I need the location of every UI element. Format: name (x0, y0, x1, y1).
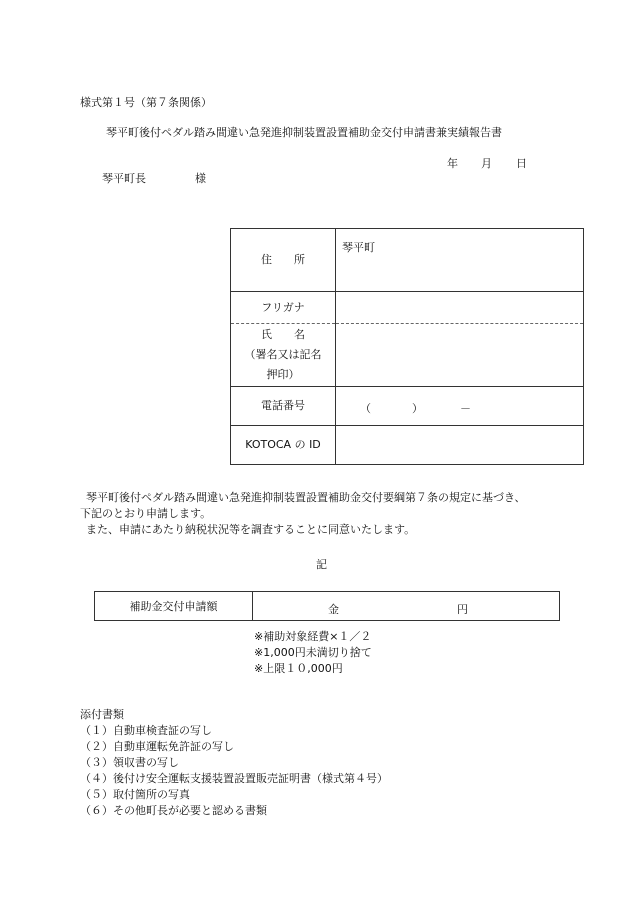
name-label-line1: 氏 名 (261, 328, 305, 341)
amount-yen: 円 (457, 603, 468, 616)
attachments-heading: 添付書類 (80, 708, 124, 721)
amount-label: 補助金交付申請額 (95, 592, 253, 621)
date-year: 年 (447, 157, 458, 170)
attachment-item: （５）取付箇所の写真 (80, 788, 190, 801)
body-line1: 琴平町後付ペダル踏み間違い急発進抑制装置設置補助金交付要綱第７条の規定に基づき、 (86, 491, 526, 504)
addressee-honorific: 様 (195, 172, 206, 185)
addressee-name: 琴平町長 (102, 172, 146, 185)
attachment-item: （２）自動車運転免許証の写し (80, 740, 234, 753)
date-day: 日 (516, 157, 527, 170)
address-label: 住 所 (231, 229, 336, 292)
note-3: ※上限１０,000円 (254, 662, 343, 675)
phone-paren-open: （ (360, 402, 371, 415)
date-month: 月 (481, 157, 492, 170)
attachment-item: （６）その他町長が必要と認める書類 (80, 804, 267, 817)
name-label (231, 324, 336, 387)
address-field[interactable] (336, 229, 584, 292)
furigana-field[interactable] (336, 292, 584, 324)
ki-marker: 記 (316, 558, 327, 571)
row-furigana (231, 292, 584, 324)
attachment-item: （３）領収書の写し (80, 756, 179, 769)
note-1: ※補助対象経費×１／２ (254, 630, 372, 643)
row-name (231, 324, 584, 387)
row-address (231, 229, 584, 292)
note-2: ※1,000円未満切り捨て (254, 646, 372, 659)
body-line2: 下記のとおり申請します。 (80, 507, 212, 520)
phone-dash: － (460, 402, 471, 415)
amount-kin: 金 (328, 603, 339, 616)
kotoca-field[interactable] (336, 426, 584, 465)
phone-paren-close: ） (412, 402, 423, 415)
address-value: 琴平町 (342, 241, 375, 254)
row-kotoca (231, 426, 584, 465)
amount-table (94, 591, 560, 621)
phone-label: 電話番号 (231, 387, 336, 426)
phone-field[interactable] (336, 387, 584, 426)
name-label-line3: 押印） (266, 368, 300, 381)
name-label-line2: （署名又は記名 (244, 348, 322, 361)
kotoca-label: KOTOCA の ID (231, 426, 336, 465)
body-line3: また、申請にあたり納税状況等を調査することに同意いたします。 (86, 523, 416, 536)
attachment-item: （１）自動車検査証の写し (80, 724, 212, 737)
amount-row (95, 592, 560, 621)
furigana-label: フリガナ (231, 292, 336, 324)
document-title: 琴平町後付ペダル踏み間違い急発進抑制装置設置補助金交付申請書兼実績報告書 (106, 126, 502, 139)
attachment-item: （４）後付け安全運転支援装置設置販売証明書（様式第４号） (80, 772, 388, 785)
form-number: 様式第１号（第７条関係） (80, 96, 212, 109)
row-phone (231, 387, 584, 426)
name-field[interactable] (336, 324, 584, 387)
amount-field[interactable] (253, 592, 560, 621)
applicant-table (230, 228, 584, 465)
